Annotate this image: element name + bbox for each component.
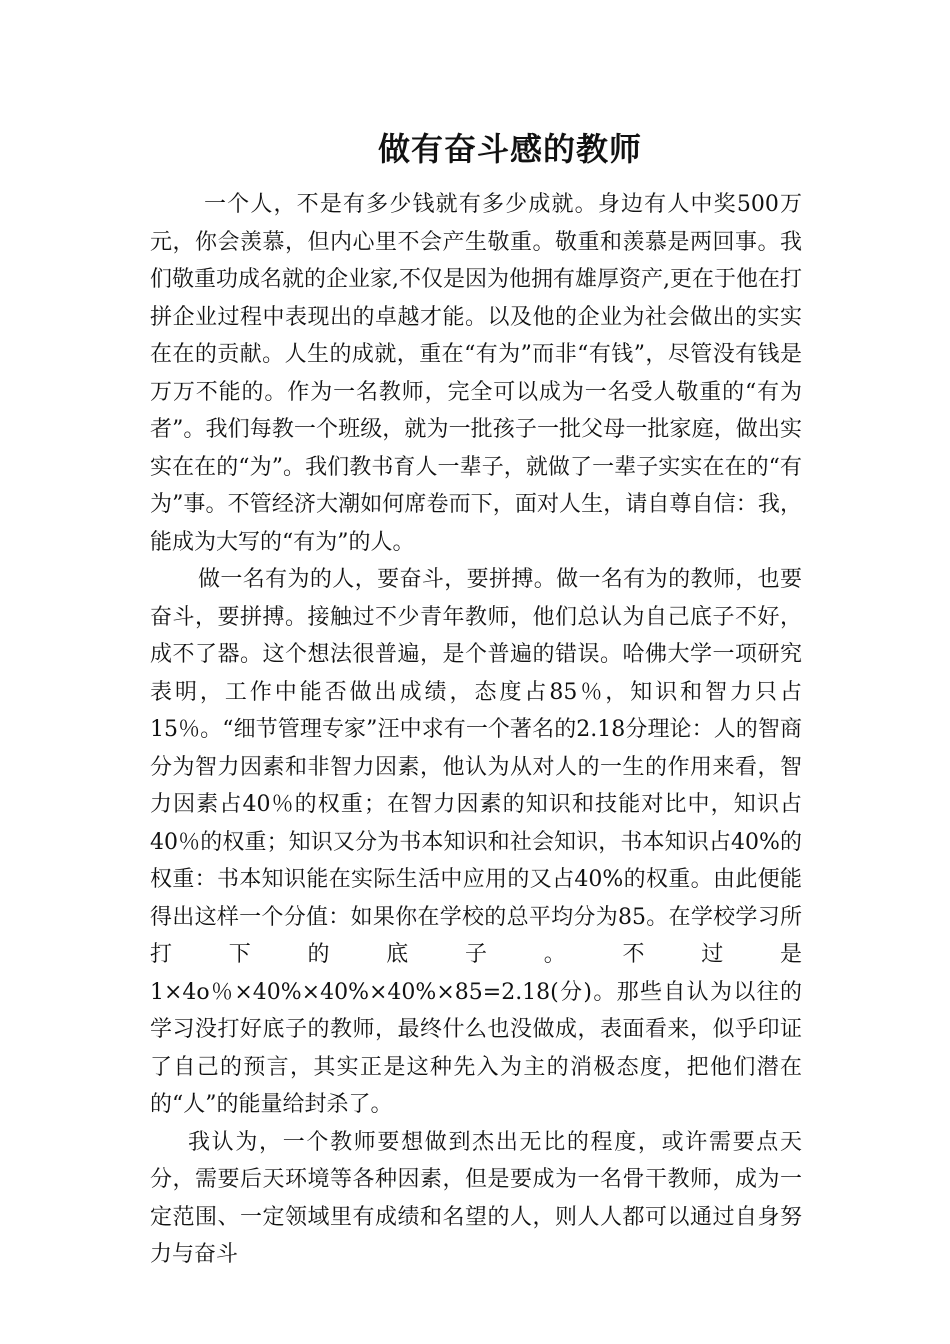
paragraph-1: 一个人，不是有多少钱就有多少成就。身边有人中奖500万元，你会羡慕，但内心里不会产生敬重。敬重和羡慕是两回事。我们敬重功成名就的企业家,不仅是因为他拥有雄厚资产,更在于他在打拼企业过程中表现出的卓越才能。以及他的企业为社会做出的实实在在的贡献。人生的成就，重在“有为”而非“有钱”，尽管没有钱是万万不能的。作为一名教师，完全可以成为一名受人敬重的“有为者”。我们每教一个班级，就为一批孩子一批父母一批家庭，做出实实在在的“为”。我们教书育人一辈子，就做了一辈子实实在在的“有为”事。不管经济大潮如何席卷而下，面对人生，请自尊自信：我，能成为大写的“有为”的人。	[150, 192, 802, 555]
paragraph-2: 做一名有为的人，要奋斗，要拼搏。做一名有为的教师，也要奋斗，要拼搏。接触过不少青年教师，他们总认为自己底子不好，成不了器。这个想法很普遍，是个普遍的错误。哈佛大学一项研究表明，工作中能否做出成绩，态度占85％，知识和智力只占15％。“细节管理专家”汪中求有一个著名的2.18分理论：人的智商分为智力因素和非智力因素，他认为从对人的一生的作用来看，智力因素占40％的权重；在智力因素的知识和技能对比中，知识占40％的权重；知识又分为书本知识和社会知识，书本知识占40%的权重：书本知识能在实际生活中应用的又占40%的权重。由此便能得出这样一个分值：如果你在学校的总平均分为85。在学校学习所打下的底子。不过是1×4o％×40%×40%×40%×85=2.18(分)。那些自认为以往的学习没打好底子的教师，最终什么也没做成，表面看来，似乎印证了自己的预言，其实正是这种先入为主的消极态度，把他们潜在的“人”的能量给封杀了。	[150, 567, 802, 1117]
paragraph-3: 我认为，一个教师要想做到杰出无比的程度，或许需要点天分，需要后天环境等各种因素，但是要成为一名骨干教师，成为一定范围、一定领域里有成绩和名望的人，则人人都可以通过自身努力与奋斗	[150, 1129, 802, 1267]
document-title: 做有奋斗感的教师	[377, 130, 642, 168]
document-body	[150, 186, 802, 1274]
